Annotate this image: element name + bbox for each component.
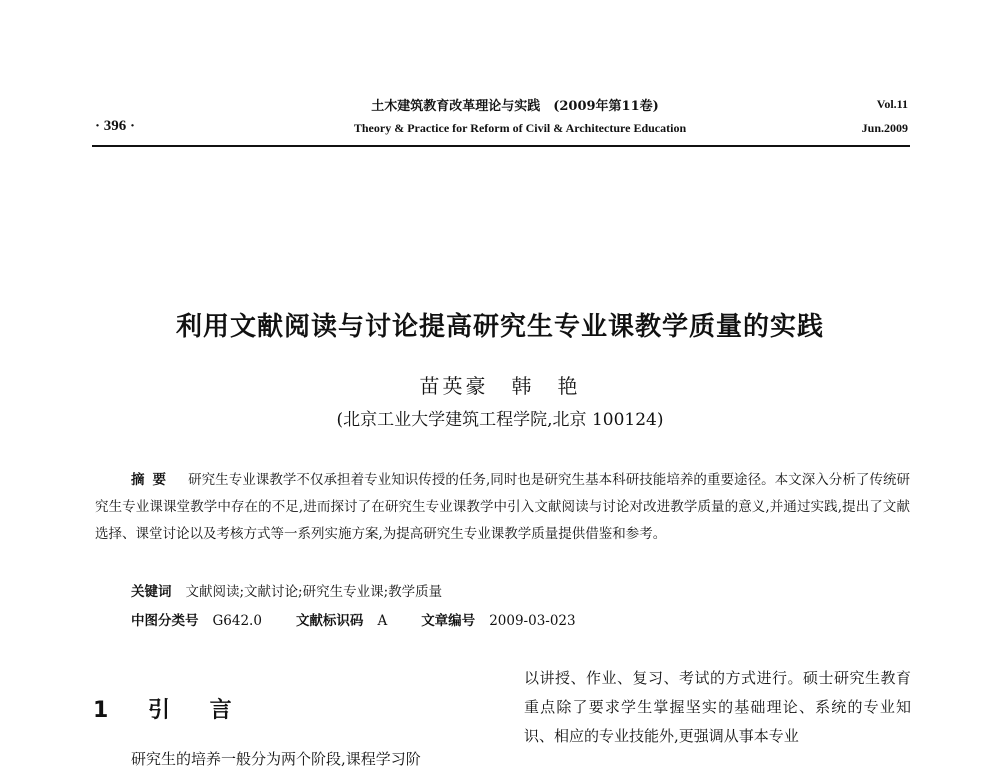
left-column-text: 研究生的培养一般分为两个阶段,课程学习阶 [131,750,421,768]
clc-label: 中图分类号 [131,613,199,629]
header-rule [92,145,910,147]
keywords-label: 关键词 [131,584,172,600]
keywords-text: 文献阅读;文献讨论;研究生专业课;教学质量 [185,584,443,600]
affiliation: (北京工业大学建筑工程学院,北京 100124) [336,410,664,430]
abstract-label: 摘要 [131,472,175,488]
volume: Vol.11 [876,97,908,111]
authors: 苗英豪 韩 艳 [419,374,581,398]
section-heading: 1 引 言 [93,698,248,723]
doc-code-value: A [377,613,388,629]
journal-title-en: Theory & Practice for Reform of Civil & Architecture Education [353,121,687,135]
abstract-text: 研究生专业课教学不仅承担着专业知识传授的任务,同时也是研究生基本科研技能培养的重要途径。本文深入分析了传统研究生专业课课堂教学中存在的不足,进而探讨了在研究生专业课教学中引入文献阅读与讨论对改进教学质量的意义,并通过实践,提出了文献选择、课堂讨论以及考核方式等一系列实施方案,为提高研究生专业课教学质量提供借鉴和参考。 [95,472,911,542]
article-title: 利用文献阅读与讨论提高研究生专业课教学质量的实践 [175,312,824,342]
right-column-text: 以讲授、作业、复习、考试的方式进行。硕士研究生教育重点除了要求学生掌握坚实的基础理论、系统的专业知识、相应的专业技能外,更强调从事本专业 [524,669,911,745]
classification-line [131,609,576,629]
journal-title-cn: 土木建筑教育改革理论与实践 (2009年第11卷) [371,99,659,114]
clc-value: G642.0 [212,613,262,629]
keywords [131,580,442,600]
abstract [95,467,910,548]
issue-date: Jun.2009 [861,121,908,135]
article-number-label: 文章编号 [421,613,476,629]
article-number-value: 2009-03-023 [489,613,576,629]
page-number: · 396 · [95,118,136,134]
doc-code-label: 文献标识码 [295,613,364,629]
